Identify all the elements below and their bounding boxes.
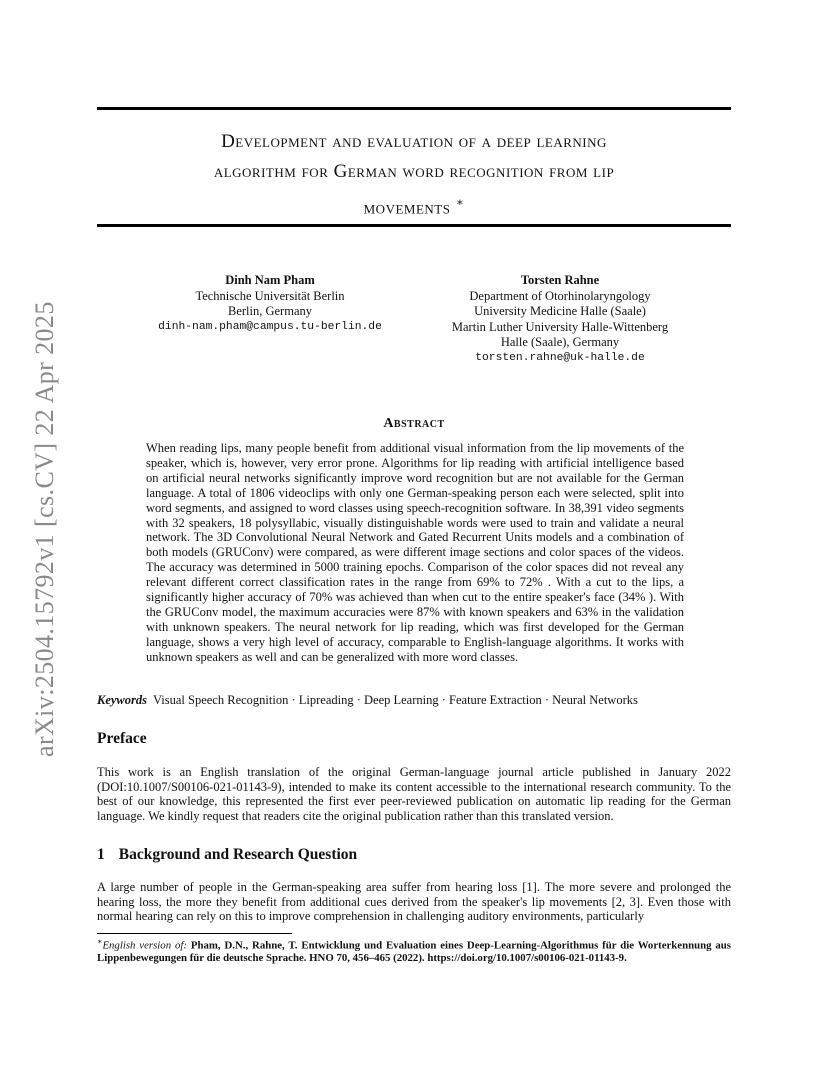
abstract-text: When reading lips, many people benefit from additional visual information from the lip movements of the speaker, which is, however, very error prone. Algorithms for lip reading with artificial intelligence based on artificial neural networks significantly improve word recognition but are not available for the German language. A total of 1806 videoclips with only one German-speaking person each were selected, split into word segments, and assigned to word classes using speech-recognition software. In 38,391 video segments with 32 speakers, 18 polysyllabic, visually distinguishable words were used to train and validate a neural network. The 3D Convolutional Neural Network and Gated Recurrent Units models and a combination of both models (GRUConv) were compared, as were different image sections and color spaces of the videos. The accuracy was determined in 5000 training epochs. Comparison of the color spaces did not reveal any relevant different correct classification rates in the range from 69% to 72% . With a cut to the lips, a significantly higher accuracy of 70% was achieved than when cut to the entire speaker's face (34% ). With the GRUConv model, the maximum accuracies were 87% with known speakers and 63% in the validation with unknown speakers. The neural network for lip reading, which was first developed for the German language, shows a very high level of accuracy, comparable to English-language algorithms. It works with unknown speakers as well and can be generalized with more word classes. — [146, 441, 684, 664]
section-number: 1 — [97, 846, 105, 863]
author-location: Berlin, Germany — [227, 304, 312, 318]
preface-text: This work is an English translation of the original German-language journal article published in January 2022 (DOI:10.1007/S00106-021-01143-9), intended to make its content accessible to the international research community. To the best of our knowledge, this represented the first ever peer-reviewed publication on automatic lip reading for the German language. We kindly request that readers cite the original publication rather than this translated version. — [97, 765, 731, 824]
author-name: Torsten Rahne — [520, 273, 600, 287]
footnote-mark: ∗ — [97, 937, 103, 946]
section-1-heading — [97, 846, 357, 864]
keywords-text: Visual Speech Recognition · Lipreading · Deep Learning · Feature Extraction · Neural Networks — [153, 693, 638, 707]
footnote-intro: English version of — [102, 939, 184, 952]
author-location: Halle (Saale), Germany — [500, 335, 620, 349]
title-rule-bottom — [97, 224, 731, 227]
keywords — [97, 692, 731, 708]
author-email[interactable]: dinh-nam.pham@campus.tu-berlin.de — [158, 320, 382, 333]
preface-heading: Preface — [97, 730, 147, 747]
title-line-1: Development and evaluation of a deep learning — [221, 131, 607, 152]
footnote-colon: : — [183, 939, 187, 952]
keywords-label: Keywords — [97, 693, 147, 707]
footnote — [97, 936, 731, 965]
author-affiliation: Department of Otorhinolaryngology — [469, 288, 651, 303]
title-line-2: algorithm for German word recognition from lip — [213, 161, 615, 182]
footnote-citation: Pham, D.N., Rahne, T. Entwicklung und Evaluation eines Deep-Learning-Algorithmus für die Worterkennung aus Lippenbewegungen für die deutsche Sprache. HNO 70, 456–465 (2022). https://doi.org/10.1007/s00106-021-01143-9. — [97, 939, 731, 965]
title-footnote-mark: ∗ — [455, 195, 465, 209]
arxiv-identifier: arXiv:2504.15792v1 [cs.CV] 22 Apr 2025 — [30, 301, 59, 757]
author-affiliation: University Medicine Halle (Saale) — [474, 304, 646, 318]
section-1-text: A large number of people in the German-speaking area suffer from hearing loss [1]. The more severe and prolonged the hearing loss, the more they benefit from additional cues derived from the speaker's lip movements [2, 3]. Even those with normal hearing can rely on this to improve comprehension in challenging auditory environments, particularly — [97, 880, 731, 924]
paper-title — [97, 127, 731, 223]
title-rule-top — [97, 107, 731, 110]
author-block-2 — [420, 273, 700, 366]
abstract-heading: Abstract — [383, 416, 445, 431]
section-title: Background and Research Question — [118, 846, 358, 863]
author-name: Dinh Nam Pham — [225, 273, 315, 287]
author-affiliation: Technische Universität Berlin — [195, 288, 345, 303]
title-line-3-text: movements — [363, 197, 451, 219]
footnote-rule — [97, 933, 292, 934]
author-affiliation: Martin Luther University Halle-Wittenberg — [451, 319, 669, 334]
title-line-3 — [97, 187, 731, 223]
author-block-1 — [140, 273, 400, 335]
author-email[interactable]: torsten.rahne@uk-halle.de — [475, 351, 645, 364]
